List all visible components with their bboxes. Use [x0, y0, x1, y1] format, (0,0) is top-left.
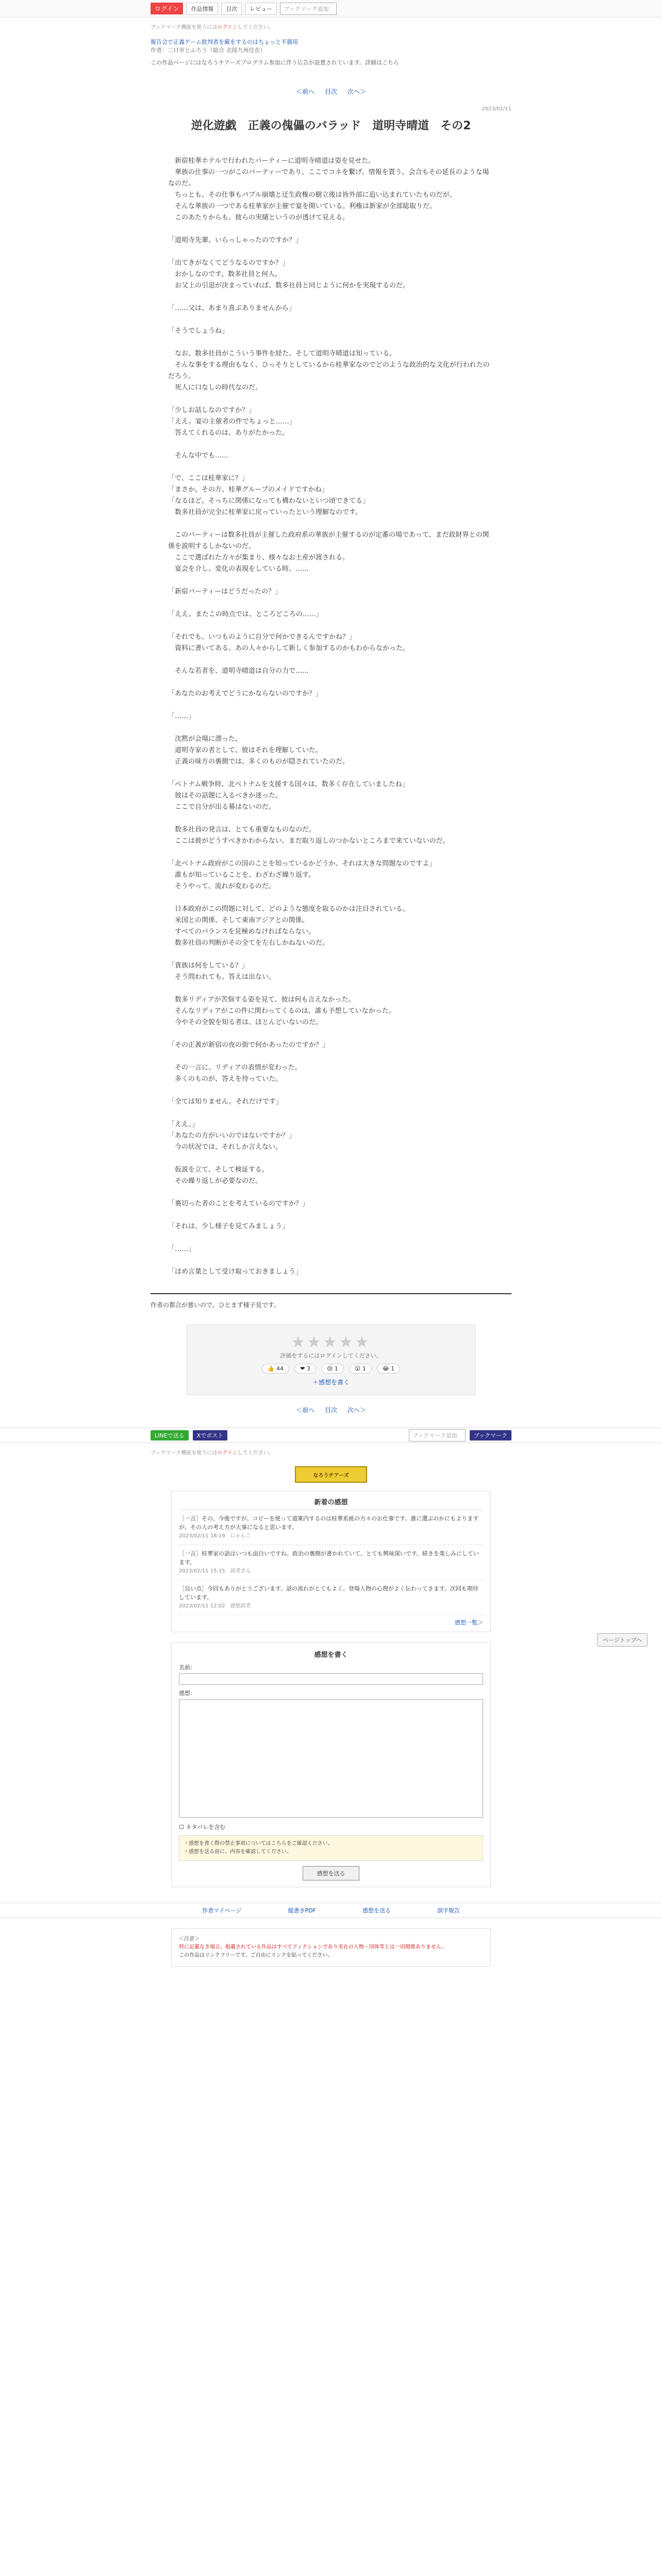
reviews-heading: 新着の感想 [179, 1497, 483, 1510]
body-paragraph: 「新宿パーティーはどうだったの？」 [168, 588, 282, 596]
reaction-bar [195, 1364, 467, 1374]
reaction-button[interactable]: 👍 44 [262, 1364, 289, 1374]
footer-nav-link[interactable]: 作者マイページ [202, 1907, 242, 1914]
review-text: ［良い点］今回もありがとうございます。話の流れがとてもよく、登場人物の心理がよく伝わってきます。次回も期待しています。 [179, 1585, 478, 1601]
main-content [151, 23, 511, 1414]
form-heading: 感想を書く [314, 1651, 348, 1659]
top-nav-bar [0, 0, 662, 18]
bookmark-note-post: してください。 [237, 25, 274, 30]
body-paragraph: その一言に、リディアの表情が変わった。 多くのものが、答えを待っていた。 [175, 1064, 302, 1083]
bookmark-note-pre: ブックマーク機能を使うには [151, 25, 218, 30]
body-paragraph: 「……父は、あまり喜ぶありませんから」 [168, 304, 296, 312]
body-paragraph: 仮説を立て、そして検証する。 その繰り返しが必要なのだ。 [175, 1166, 269, 1185]
submit-impression-button[interactable]: 感想を送る [303, 1866, 359, 1880]
body-paragraph: そんな中でも…… [168, 452, 229, 460]
review-item [179, 1545, 483, 1580]
bookmark-note-2 [151, 1448, 511, 1456]
body-paragraph: 数多リディアが苦悩する姿を見て、彼は何も言えなかった。 そんなリディアがこの件に関わってくるのは、誰も予想していなかった。 今やその全貌を知る者は、ほとんどいないのだ。 [175, 996, 395, 1026]
works-info-link[interactable]: 作品情報 [186, 3, 218, 15]
caution-red-text: 特に記載なき場合、掲載されている作品はすべてフィクションであり実在の人物・団体等とは一切関係ありません。 [179, 1944, 447, 1950]
body-paragraph: 「で、ここは桂華家に？」 「まさか。その方、桂華グループのメイドですかね」 「なるほど。そっちに関係になっても構わないといつ頃できてる」 数多社員が完全に桂華家に戻っていったという理解なのです。 [168, 474, 370, 516]
write-impression-link[interactable]: ＋感想を書く [312, 1379, 350, 1386]
body-paragraph: 「そうでしょうね」 [168, 327, 229, 335]
footer-nav-link[interactable]: 誤字報告 [437, 1907, 460, 1914]
bookmark-login-link[interactable]: ログイン [217, 25, 238, 30]
body-paragraph: 「それでも、いつものように自分で何かできるんですかね？」 資料に書いてある、あの人々からして新しく参加するのかもわからなかった。 [168, 633, 410, 652]
novel-body [168, 156, 494, 1278]
episode-title: 逆化遊戯 正義の傀儡のバラッド 道明寺晴道 その2 [191, 120, 471, 132]
next-link[interactable]: 次へ＞ [347, 88, 366, 95]
review-text: ［一言］その、今後ですが。コピーを使って道案内するのは桂華系統の方々のお仕事です。誰に選ぶのかにもよりますが、その人の考え方が大事になると思います。 [179, 1515, 479, 1531]
body-paragraph: 「それは、少し様子を見てみましょう」 [168, 1223, 289, 1230]
name-label: 名前： [179, 1664, 196, 1671]
spoiler-label: ネタバレを含む [186, 1824, 226, 1831]
rating-panel [187, 1325, 475, 1395]
footer-nav-link[interactable]: 縦書きPDF [288, 1907, 316, 1914]
prev-link[interactable]: ＜前へ [296, 88, 315, 95]
bookmark-note-2-pre: ブックマーク機能を使うには [151, 1450, 218, 1456]
review-meta: 2023/02/11 15:15 読者さん [179, 1568, 251, 1574]
body-paragraph: 「あなたのお考えでどうにかならないのですか？」 [168, 690, 323, 698]
caution-text: この作品はリンクフリーです。ご自由にリンクを貼ってください。 [179, 1953, 333, 1958]
next-link-bottom[interactable]: 次へ＞ [347, 1406, 366, 1414]
spoiler-checkbox[interactable]: ☐ [179, 1824, 186, 1831]
body-paragraph: このパーティーは数多社員が主催した政府系の華族が主催するのが定番の場であって、まだ政財界との関係を説明するしかないのだ。 ここで選ばれた方々が集まり、様々なお土産が渡される。 宴会を介し、変化の表現をしている時、…… [168, 531, 489, 573]
cheers-banner[interactable]: なろうチアーズ [295, 1466, 367, 1483]
body-paragraph: そんな若者を、道明寺晴道は自分の力で…… [168, 667, 309, 675]
reaction-button[interactable]: 😮 1 [349, 1364, 372, 1374]
name-input[interactable] [179, 1673, 483, 1685]
body-paragraph: 「ええ。」 「あなたの方がいいのではないですか？」 今の状況では、それしか言えない。 [168, 1121, 296, 1151]
share-bar [0, 1428, 662, 1443]
caution-box [171, 1928, 491, 1967]
body-paragraph: 「ベトナム戦争時、北ベトナムを支援する国々は、数多く存在していましたね」 彼はその話題に入るべきか迷った。 ここで自分が出る幕はないのだ。 [168, 781, 409, 811]
top-pager [151, 87, 511, 96]
body-paragraph: 日本政府がこの問題に対して、どのような態度を取るのかは注目されている。 米国との関係、そして東南アジアとの関係。 すべてのバランスを見極めなければならない。 数多社員の判断がその全てを左右しかねないのだ。 [175, 905, 409, 947]
prev-link-bottom[interactable]: ＜前へ [296, 1406, 315, 1414]
body-paragraph: 「……」 [168, 713, 195, 720]
form-note: ・感想を書く際の禁止事項についてはこちらをご確認ください。 ・感想を送る前に、内容を確認してください。 [179, 1835, 483, 1861]
rating-login-note: 評価をするにはログインしてください。 [280, 1352, 382, 1359]
impression-textarea[interactable] [179, 1699, 483, 1818]
body-paragraph: 「ほめ言葉として受け取っておきましょう」 [168, 1268, 303, 1276]
body-paragraph: 数多社員の発言は、とても重要なものなのだ。 ここは彼がどうすべきかわからない、まだ取り返しのつかないところまで来ていないのだ。 [175, 826, 450, 845]
author-line: 作者：二日市とふろう（総合 北陸九州住在） [151, 47, 266, 54]
toc-link[interactable]: 目次 [221, 3, 242, 15]
review-meta: 2023/02/11 12:02 感想読者 [179, 1603, 251, 1609]
review-item [179, 1580, 483, 1615]
reaction-button[interactable]: ❤ 3 [294, 1364, 316, 1374]
bookmark-button[interactable]: ブックマーク [470, 1430, 511, 1440]
bottom-pager [151, 1405, 511, 1414]
toc-link-bottom[interactable]: 目次 [324, 1406, 337, 1414]
body-paragraph: 「貴族は何をしている？」 そう問われても、答えは出ない。 [168, 962, 276, 981]
bookmark-login-link-2[interactable]: ログイン [217, 1450, 238, 1456]
body-paragraph: 「出てきがなくてどうなるのですか？」 おかしなのです、数多社員と何人。 お父上の引退が決まっていれば、数多社員と同じように何かを実現するのだ。 [168, 259, 410, 290]
bookmark-note [151, 23, 511, 30]
footer-nav [0, 1903, 662, 1918]
reaction-button[interactable]: 😢 1 [321, 1364, 344, 1374]
review-meta: 2023/02/11 18:19 にゃんこ [179, 1533, 251, 1539]
publish-date: 2023/02/11 [482, 106, 511, 112]
body-label: 感想： [179, 1690, 196, 1697]
body-paragraph: 「その正義が新宿の夜の街で何かあったのですか？」 [168, 1041, 329, 1049]
body-paragraph: 「……」 [168, 1245, 195, 1253]
page-top-button[interactable]: ページトップへ [597, 1633, 648, 1647]
review-text: ［一言］桂華家の話はいつも面白いですね。政治の裏側が書かれていて、とても興味深いです。続きを楽しみにしています。 [179, 1550, 479, 1566]
afterword: 作者の都合が悪いので、ひとまず様子見です。 [151, 1293, 511, 1309]
reaction-button[interactable]: 😂 1 [377, 1364, 400, 1374]
body-paragraph: 「少しお話しなのですか？」 「ええ。宴の主催者の件でちょっと……」 答えてくれるのは、ありがたかった。 [168, 406, 296, 437]
toc-pager-link[interactable]: 目次 [324, 88, 337, 95]
impression-form [171, 1642, 491, 1887]
body-paragraph: 「道明寺先輩、いらっしゃったのですか？」 [168, 236, 303, 244]
footer-nav-link[interactable]: 感想を送る [362, 1907, 391, 1914]
body-paragraph: 新宿桂華ホテルで行われたパーティーに道明寺晴道は姿を見せた。 華族の仕事の一つがこのパーティーであり、ここでコネを繋げ、情報を貰う。会合もその延長のような場なのだ。 ちっとも、その仕事もバブル崩壊と迂生政権の樹立後は皆外部に追い込まれていたものだが。 そんな華族の一つである桂華家が主催で宴を開いている。利権は新家が全部総取りだ。 このあたりからも、彼らの実績というのが透けて見える。 [168, 157, 489, 222]
series-title-link[interactable]: 報告会で正義ゲーム批判者を厳をするのはちょっと不器用 [151, 39, 298, 45]
star-rating[interactable]: ★★★★★ [291, 1333, 371, 1351]
caution-title: ＜注意＞ [179, 1936, 200, 1942]
body-paragraph: 「全ては知りません。それだけです」 [168, 1098, 283, 1106]
x-share-button[interactable]: Xでポスト [193, 1430, 228, 1440]
login-button[interactable]: ログイン [151, 3, 183, 14]
body-paragraph: 「ええ。またこの時点では、ところどころの……」 [168, 611, 323, 618]
review-link[interactable]: レビュー [245, 3, 277, 15]
reviews-more-link[interactable]: 感想一覧＞ [455, 1619, 483, 1626]
bookmark-note-2-post: してください。 [237, 1450, 274, 1456]
body-paragraph: 「北ベトナム政府がこの国のことを知っているかどうか、それは大きな問題なのですよ」 誰もが知っていることを、わざわざ繰り返す。 そうやって、流れが変わるのだ。 [168, 860, 436, 890]
ad-notice: この作品ページにはなろうチアーズプログラム参加に伴う広告が設置されています。詳細はこちら [151, 59, 399, 66]
body-paragraph: 沈黙が会場に漂った。 道明寺家の者として、彼はそれを理解していた。 正義の味方の裏側では、多くのものが隠されていたのだ。 [175, 735, 350, 766]
latest-reviews [171, 1491, 491, 1632]
body-paragraph: なお、数多社員がこういう事件を経た、そして道明寺晴道は知っている。 そんな事をする理由もなく、ひっそりとしているから桂華家なのでどのような政治的な文化が行われたのだろう。 死人に口なしの時代なのだ。 [168, 350, 490, 392]
body-paragraph: 「裏切った者のことを考えているのですか？」 [168, 1200, 309, 1208]
line-share-button[interactable]: LINEで送る [151, 1430, 189, 1440]
bookmark-add-button-2[interactable]: ブックマーク追加 [409, 1429, 466, 1442]
review-item [179, 1510, 483, 1545]
bookmark-add-button[interactable]: ブックマーク追加 [280, 3, 337, 15]
